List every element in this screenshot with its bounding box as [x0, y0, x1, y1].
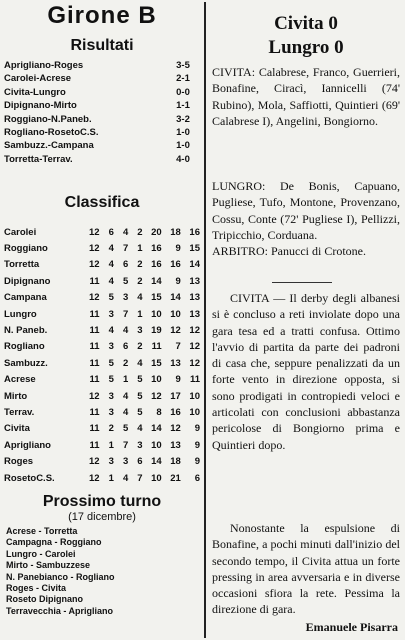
standings-value: 17	[170, 390, 181, 402]
standings-value: 14	[151, 423, 162, 435]
fixture-row: Roseto Dipignano	[6, 594, 83, 605]
result-row	[4, 113, 194, 126]
standings-value: 4	[122, 325, 129, 337]
standings-value: 16	[151, 259, 162, 271]
standings-value: 10	[189, 390, 200, 402]
result-match: Civita-Lungro	[4, 86, 66, 98]
standings-value: 4	[122, 226, 129, 238]
standings-value: 10	[151, 472, 162, 484]
result-match: Aprigliano-Roges	[4, 60, 84, 71]
standings-value: 5	[137, 390, 143, 402]
standings-value: 7	[175, 341, 181, 353]
standings-value: 6	[122, 259, 129, 271]
standings-value: 12	[170, 423, 181, 435]
result-row	[4, 139, 194, 152]
standings-team: Terrav.	[4, 406, 35, 418]
standings-row	[4, 437, 200, 453]
fixture-row: Acrese - Torretta	[6, 526, 78, 536]
standings-value: 10	[151, 308, 162, 320]
next-round-title: Prossimo turno	[42, 493, 162, 510]
standings-row	[4, 453, 200, 469]
result-match: Dipignano-Mirto	[4, 100, 77, 112]
standings-value: 16	[170, 259, 181, 271]
group-title: Girone B	[47, 2, 157, 29]
standings-value: 4	[122, 390, 129, 402]
standings-row	[4, 388, 200, 404]
result-match: Rogliano-RosetoC.S.	[4, 126, 99, 138]
standings-value: 15	[151, 292, 162, 304]
standings-value: 16	[170, 406, 181, 418]
standings-row	[4, 322, 200, 338]
lineup-civita: CIVITA: Calabrese, Franco, Guerrieri, Bonafine, Ciracì, Iannicelli (74' Rubino), Mola, Saffiotti, Quintieri (69' Calabrese I), Angelini, Bongiorno.	[212, 65, 400, 128]
standings-row	[4, 372, 200, 388]
standings-team: Campana	[4, 292, 47, 304]
standings-value: 19	[151, 325, 162, 337]
standings-value: 3	[108, 341, 114, 353]
standings-value: 12	[89, 259, 100, 271]
standings-row	[4, 306, 200, 322]
fixture-row: Lungro - Carolei	[6, 548, 76, 559]
standings-value: 13	[189, 292, 200, 304]
standings-value: 9	[175, 275, 181, 287]
result-score: 4-0	[176, 153, 190, 165]
next-round-list	[6, 526, 196, 617]
match-report-column	[210, 2, 402, 638]
standings-table	[4, 224, 200, 486]
standings-value: 12	[151, 390, 162, 402]
standings-value: 12	[189, 341, 200, 353]
standings-row	[4, 421, 200, 437]
standings-value: 3	[108, 456, 114, 468]
standings-value: 6	[122, 341, 129, 353]
standings-value: 12	[89, 390, 100, 402]
standings-value: 6	[137, 456, 143, 468]
girone-b-column	[2, 2, 202, 638]
standings-row	[4, 240, 200, 256]
result-score: 3-2	[176, 113, 190, 125]
standings-team: Mirto	[4, 390, 28, 402]
standings-value: 1	[108, 439, 114, 451]
standings-value: 11	[89, 439, 100, 451]
standings-value: 9	[194, 439, 200, 451]
standings-value: 10	[151, 374, 162, 386]
standings-value: 11	[89, 325, 100, 337]
result-row	[4, 126, 194, 139]
standings-value: 9	[194, 456, 200, 468]
result-score: 2-1	[176, 73, 190, 85]
headline-civita: Civita 0	[274, 13, 338, 34]
standings-team: Civita	[4, 423, 30, 435]
standings-value: 5	[122, 275, 129, 287]
standings-value: 3	[122, 292, 129, 304]
result-score: 1-0	[176, 140, 190, 152]
standings-team: Rogliano	[4, 341, 45, 353]
standings-value: 5	[108, 292, 114, 304]
standings-team: N. Paneb.	[4, 325, 48, 337]
standings-value: 4	[108, 259, 114, 271]
standings-value: 1	[122, 374, 129, 386]
standings-value: 13	[189, 308, 200, 320]
standings-value: 14	[170, 292, 181, 304]
report-paragraph-2: Nonostante la espulsione di Bonafine, a pochi minuti dall'inizio del secondo tempo, il Civita attua un forte pressing in area avversaria e in diverse occasioni sfiora la rete. Pessima la direzione di gara.	[212, 521, 400, 617]
result-match: Carolei-Acrese	[4, 73, 72, 85]
standings-value: 9	[175, 374, 181, 386]
standings-value: 1	[137, 308, 143, 320]
standings-team: Aprigliano	[4, 439, 51, 451]
result-match: Sambuzz.-Campana	[4, 140, 94, 152]
standings-value: 3	[137, 325, 143, 337]
standings-value: 5	[108, 374, 114, 386]
standings-value: 6	[194, 472, 200, 484]
standings-value: 12	[89, 472, 100, 484]
fixture-row: N. Panebianco - Rogliano	[6, 571, 115, 582]
standings-value: 3	[137, 439, 143, 451]
standings-value: 15	[151, 357, 162, 369]
standings-team: Roges	[4, 456, 34, 468]
standings-team: Sambuzz.	[4, 357, 48, 369]
result-score: 1-1	[176, 100, 190, 112]
standings-value: 10	[151, 439, 162, 451]
standings-team: RosetoC.S.	[4, 472, 55, 484]
standings-value: 8	[156, 406, 162, 418]
standings-value: 12	[189, 325, 200, 337]
standings-value: 12	[89, 226, 100, 238]
standings-value: 11	[189, 374, 200, 386]
standings-value: 16	[151, 243, 162, 255]
result-row	[4, 86, 194, 99]
standings-value: 5	[108, 357, 114, 369]
standings-team: Torretta	[4, 259, 40, 271]
standings-value: 4	[137, 423, 143, 435]
standings-value: 4	[137, 357, 143, 369]
standings-value: 7	[137, 472, 143, 484]
standings-value: 11	[89, 357, 100, 369]
column-divider	[204, 2, 206, 638]
standings-value: 3	[122, 456, 129, 468]
result-row	[4, 72, 194, 85]
standings-team: Lungro	[4, 308, 37, 320]
standings-value: 11	[89, 275, 100, 287]
fixture-row: Roges - Civita	[6, 582, 67, 593]
standings-value: 2	[108, 423, 114, 435]
standings-value: 4	[122, 406, 129, 418]
standings-row	[4, 224, 200, 240]
standings-value: 4	[108, 325, 114, 337]
standings-value: 9	[194, 423, 200, 435]
section-rule	[272, 282, 332, 283]
standings-row	[4, 257, 200, 273]
standings-value: 3	[108, 308, 114, 320]
standings-row	[4, 355, 200, 371]
next-round-date: (17 dicembre)	[68, 511, 136, 523]
standings-value: 1	[137, 243, 143, 255]
fixture-row: Mirto - Sambuzzese	[6, 560, 91, 571]
result-row	[4, 153, 194, 166]
result-score: 0-0	[176, 86, 190, 98]
standings-value: 4	[108, 243, 114, 255]
standings-team: Acrese	[4, 374, 36, 386]
standings-value: 13	[189, 275, 200, 287]
standings-value: 11	[89, 423, 100, 435]
standings-row	[4, 273, 200, 289]
standings-value: 12	[89, 292, 100, 304]
standings-value: 3	[108, 390, 114, 402]
standings-value: 2	[137, 226, 143, 238]
report-paragraph-1: CIVITA — Il derby degli albanesi si è concluso a reti inviolate dopo una gara tesa ed a tratti confusa. Ottimo l'avvio di partita da parte dei padroni di casa che, seppure penalizzati da un forte vento in direzione opposta, si sono prodigati in contropiedi veloci e articolati con conclusioni abbastanza pericolose di Bongiorno prima e Quintieri dopo.	[212, 291, 400, 452]
standings-row	[4, 470, 200, 486]
standings-value: 14	[151, 456, 162, 468]
standings-value: 10	[189, 406, 200, 418]
standings-value: 2	[137, 341, 143, 353]
standings-value: 7	[122, 308, 129, 320]
result-score: 1-0	[176, 126, 190, 138]
result-match: Roggiano-N.Paneb.	[4, 113, 92, 125]
standings-value: 2	[122, 357, 129, 369]
fixture-row: Campagna - Roggiano	[6, 537, 102, 548]
results-title: Risultati	[70, 37, 134, 54]
standings-row	[4, 290, 200, 306]
standings-value: 1	[108, 472, 114, 484]
standings-value: 9	[175, 243, 181, 255]
standings-row	[4, 339, 200, 355]
standings-value: 4	[137, 292, 143, 304]
standings-value: 7	[122, 243, 129, 255]
result-score: 3-5	[176, 60, 190, 71]
standings-team: Carolei	[4, 226, 37, 238]
standings-value: 20	[151, 226, 162, 238]
standings-value: 5	[122, 423, 129, 435]
standings-value: 21	[170, 472, 181, 484]
standings-value: 14	[189, 259, 200, 271]
headline-lungro: Lungro 0	[268, 37, 344, 58]
standings-value: 10	[170, 308, 181, 320]
referee-line: ARBITRO: Panucci di Crotone.	[212, 244, 366, 258]
standings-value: 4	[108, 275, 114, 287]
author-byline: Emanuele Pisarra	[305, 620, 398, 634]
standings-value: 15	[189, 243, 200, 255]
standings-value: 12	[170, 325, 181, 337]
standings-value: 2	[137, 275, 143, 287]
standings-value: 11	[89, 308, 100, 320]
results-list	[4, 59, 194, 166]
standings-value: 4	[122, 472, 129, 484]
result-row	[4, 99, 194, 112]
standings-value: 13	[170, 357, 181, 369]
standings-value: 12	[189, 357, 200, 369]
standings-value: 5	[137, 406, 143, 418]
standings-value: 13	[170, 439, 181, 451]
standings-value: 11	[89, 341, 100, 353]
standings-row	[4, 404, 200, 420]
standings-value: 3	[108, 406, 114, 418]
standings-value: 18	[170, 226, 181, 238]
standings-value: 11	[89, 374, 100, 386]
standings-value: 14	[151, 275, 162, 287]
standings-value: 7	[122, 439, 129, 451]
standings-value: 12	[89, 456, 100, 468]
standings-value: 6	[108, 226, 114, 238]
result-row	[4, 59, 194, 72]
standings-team: Roggiano	[4, 243, 48, 255]
standings-value: 5	[137, 374, 143, 386]
standings-value: 12	[89, 243, 100, 255]
standings-value: 16	[189, 226, 200, 238]
standings-value: 18	[170, 456, 181, 468]
standings-value: 11	[89, 406, 100, 418]
fixture-row: Terravecchia - Aprigliano	[6, 605, 114, 616]
standings-value: 2	[137, 259, 143, 271]
standings-title: Classifica	[64, 194, 140, 211]
lineup-lungro: LUNGRO: De Bonis, Capuano, Pugliese, Tufo, Montone, Provenzano, Cossu, Conte (72' Pugliese I), Pellizzi, Tripicchio, Corduana.	[212, 179, 400, 242]
standings-value: 11	[151, 341, 162, 353]
result-match: Torretta-Terrav.	[4, 153, 73, 165]
standings-team: Dipignano	[4, 275, 51, 287]
